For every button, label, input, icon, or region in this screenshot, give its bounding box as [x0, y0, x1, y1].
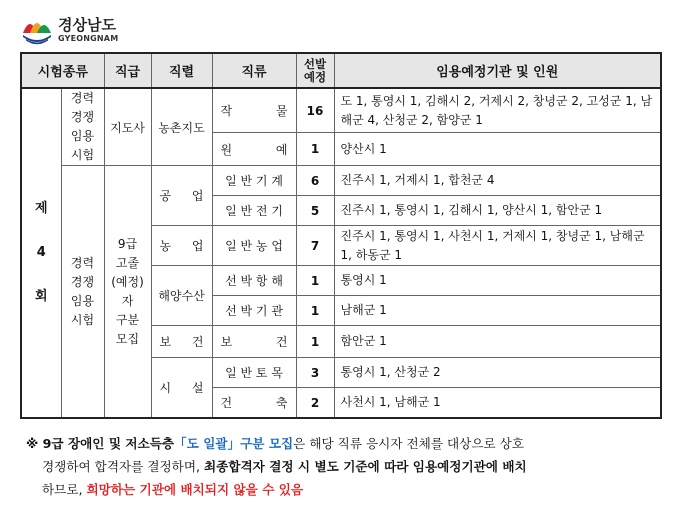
- agency-cell: 진주시 1, 거제시 1, 합천군 4: [334, 166, 661, 196]
- count-cell: 16: [296, 88, 334, 133]
- header-agencies: 임용예정기관 및 인원: [334, 53, 661, 88]
- note-bold-part-1: 9급 장애인 및 저소득층: [38, 436, 175, 451]
- gyeongnam-logo: [20, 12, 118, 48]
- round-label: 제 4 회: [21, 88, 61, 418]
- agency-cell: 통영시 1: [334, 266, 661, 296]
- logo-english-text: GYEONGNAM: [58, 33, 119, 43]
- agency-cell: 사천시 1, 남해군 1: [334, 388, 661, 419]
- header-series: 직렬: [151, 53, 212, 88]
- series-label: 보 건: [151, 326, 212, 358]
- count-cell: 6: [296, 166, 334, 196]
- count-cell: 3: [296, 358, 334, 388]
- notice-text: [26, 432, 666, 501]
- agency-cell: 남해군 1: [334, 296, 661, 326]
- class-cell: 작 물: [212, 88, 296, 133]
- note-blue-highlight: 「도 일괄」구분 모집: [174, 436, 294, 451]
- header-exam-type: 시험종류: [21, 53, 104, 88]
- header-class: 직류: [212, 53, 296, 88]
- series-label: 농촌지도: [151, 88, 212, 166]
- series-label: 시 설: [151, 358, 212, 419]
- agency-cell: 진주시 1, 통영시 1, 김해시 1, 양산시 1, 함안군 1: [334, 196, 661, 226]
- count-cell: 2: [296, 388, 334, 419]
- note-text-part-4: 경쟁하여 합격자를 결정하며,: [42, 459, 204, 474]
- note-bold-part-5: 최종합격자 결정 시 별도 기준에 따라 임용예정기관에 배치: [204, 459, 527, 474]
- note-text-part-6: 하므로,: [42, 482, 87, 497]
- class-cell: 보 건: [212, 326, 296, 358]
- count-cell: 1: [296, 133, 334, 166]
- class-cell: 일 반 전 기: [212, 196, 296, 226]
- agency-cell: 양산시 1: [334, 133, 661, 166]
- grade-label: 지도사: [104, 88, 151, 166]
- agency-cell: 진주시 1, 통영시 1, 사천시 1, 거제시 1, 창녕군 1, 남해군 1, 하동군 1: [334, 226, 661, 266]
- note-red-warning: 희망하는 기관에 배치되지 않을 수 있음: [86, 482, 304, 497]
- class-cell: 건 축: [212, 388, 296, 419]
- note-mark: ※: [26, 436, 39, 451]
- series-label: 공 업: [151, 166, 212, 226]
- logo-korean-text: 경상남도: [58, 15, 116, 34]
- class-cell: 선 박 기 관: [212, 296, 296, 326]
- agency-cell: 통영시 1, 산청군 2: [334, 358, 661, 388]
- agency-cell: 함안군 1: [334, 326, 661, 358]
- recruitment-table: [20, 52, 662, 419]
- series-label: 해양수산: [151, 266, 212, 326]
- header-planned: 선발 예정: [296, 53, 334, 88]
- series-label: 농 업: [151, 226, 212, 266]
- count-cell: 1: [296, 326, 334, 358]
- count-cell: 1: [296, 266, 334, 296]
- count-cell: 1: [296, 296, 334, 326]
- class-cell: 일 반 토 목: [212, 358, 296, 388]
- agency-cell: 도 1, 통영시 1, 김해시 2, 거제시 2, 창녕군 2, 고성군 1, 남해군 4, 산청군 2, 함양군 1: [334, 88, 661, 133]
- note-text-part-3: 은 해당 직류 응시자 전체를 대상으로 상호: [293, 436, 525, 451]
- header-grade: 직급: [104, 53, 151, 88]
- class-cell: 선 박 항 해: [212, 266, 296, 296]
- logo-emblem-icon: [20, 13, 54, 47]
- class-cell: 원 예: [212, 133, 296, 166]
- count-cell: 7: [296, 226, 334, 266]
- count-cell: 5: [296, 196, 334, 226]
- exam-type-label: 경력 경쟁 임용 시험: [61, 166, 104, 419]
- grade-label: 9급 고졸 (예정) 자 구분 모집: [104, 166, 151, 419]
- note-indented-lines: [26, 455, 666, 501]
- exam-type-label: 경력 경쟁 임용 시험: [61, 88, 104, 166]
- class-cell: 일 반 기 계: [212, 166, 296, 196]
- class-cell: 일 반 농 업: [212, 226, 296, 266]
